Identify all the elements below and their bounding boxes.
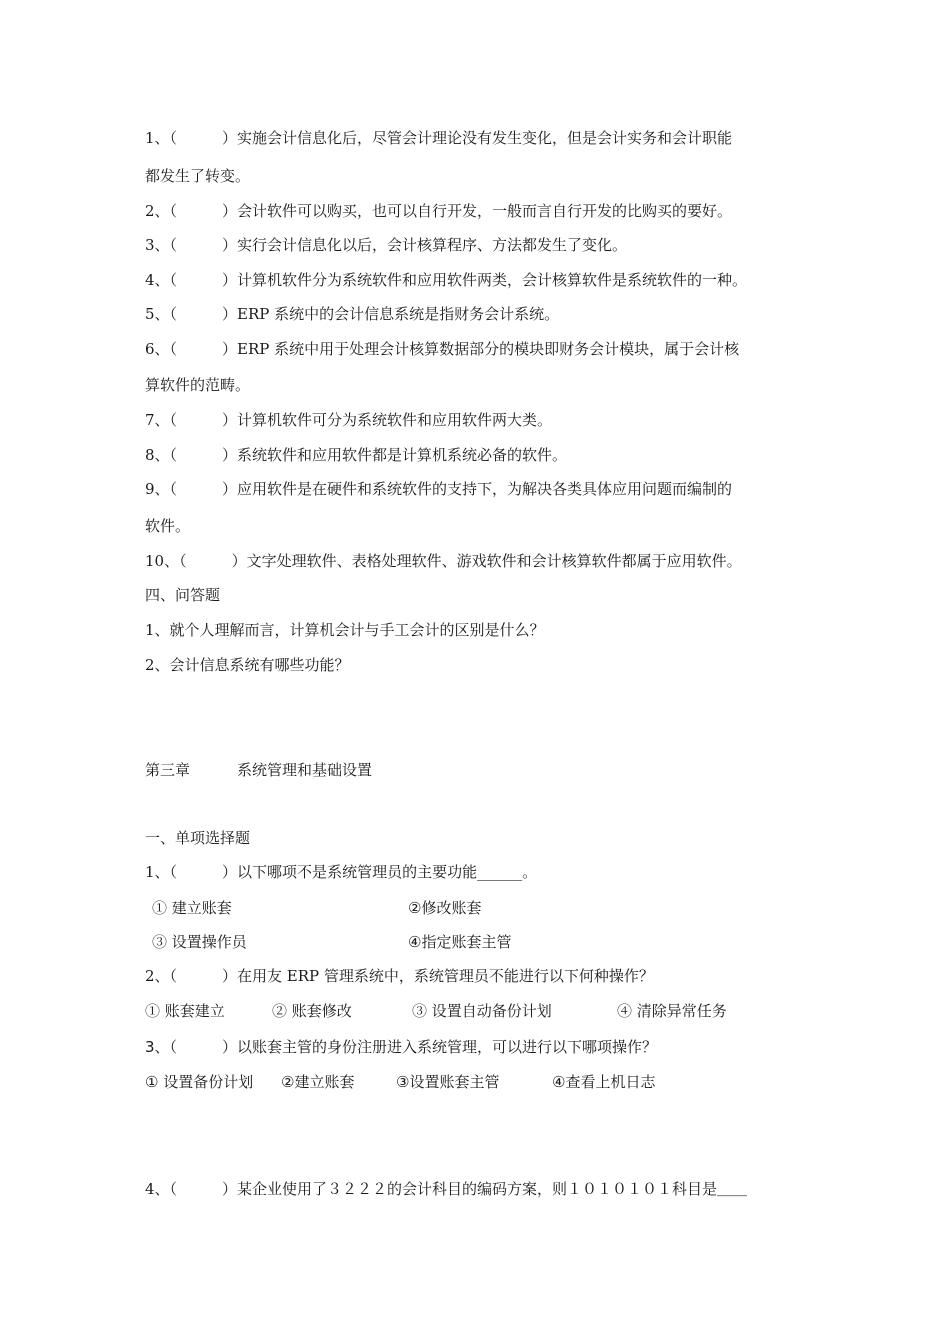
tf-question-9-cont: 软件。 xyxy=(145,517,191,535)
qa-question-2: 2、会计信息系统有哪些功能？ xyxy=(145,656,350,674)
tf-question-8: 8、（ ）系统软件和应用软件都是计算机系统必备的软件。 xyxy=(145,446,568,464)
sc-q2-option-2: ② 账套修改 xyxy=(272,1002,352,1020)
sc-question-1 xyxy=(145,862,537,882)
tf-question-6: 6、（ ）ERP 系统中用于处理会计核算数据部分的模块即财务会计模块，属于会计核 xyxy=(145,340,740,358)
tf-question-1-cont: 都发生了转变。 xyxy=(145,167,251,185)
sc-q3-option-2: ②建立账套 xyxy=(281,1073,355,1091)
sc-q3-option-4: ④查看上机日志 xyxy=(552,1073,656,1091)
chapter-title: 系统管理和基础设置 xyxy=(237,761,373,779)
sc-q1-prefix: 1、（ ） xyxy=(145,863,238,881)
tf-question-7: 7、（ ）计算机软件可分为系统软件和应用软件两大类。 xyxy=(145,411,553,429)
sc-q1-option-4: ④指定账套主管 xyxy=(408,933,512,951)
sc-question-2: 2、（ ）在用友 ERP 管理系统中，系统管理员不能进行以下何种操作？ xyxy=(145,967,654,985)
single-choice-heading: 一、单项选择题 xyxy=(145,829,251,847)
sc-q1-option-2: ②修改账套 xyxy=(408,899,482,917)
tf-question-2: 2、（ ）会计软件可以购买，也可以自行开发，一般而言自行开发的比购买的要好。 xyxy=(145,202,733,220)
sc-q3-option-1: ① 设置备份计划 xyxy=(145,1073,254,1091)
sc-q2-option-1: ① 账套建立 xyxy=(145,1002,225,1020)
tf-question-9: 9、（ ）应用软件是在硬件和系统软件的支持下，为解决各类具体应用问题而编制的 xyxy=(145,480,733,498)
tf-question-3: 3、（ ）实行会计信息化以后，会计核算程序、方法都发生了变化。 xyxy=(145,236,628,254)
sc-q1-rest: 系统管理员的主要功能______。 xyxy=(327,863,538,881)
sc-q1-bold-part: 以下哪项不是 xyxy=(237,863,328,881)
sc-q4-rest: 某企业使用了３２２２的会计科目的编码方案，则１０１０１０１科目是＿＿ xyxy=(237,1180,748,1198)
tf-question-1: 1、（ ）实施会计信息化后，尽管会计理论没有发生变化，但是会计实务和会计职能 xyxy=(145,129,733,147)
sc-q1-option-3: ③ 设置操作员 xyxy=(152,933,247,951)
sc-question-3: 3、（ ）以账套主管的身份注册进入系统管理，可以进行以下哪项操作？ xyxy=(145,1038,658,1056)
chapter-number: 第三章 xyxy=(145,761,191,779)
sc-question-4 xyxy=(145,1179,747,1199)
sc-q3-option-3: ③设置账套主管 xyxy=(396,1073,500,1091)
tf-question-10: 10、（ ）文字处理软件、表格处理软件、游戏软件和会计核算软件都属于应用软件。 xyxy=(145,552,742,570)
sc-q2-option-3: ③ 设置自动备份计划 xyxy=(412,1002,552,1020)
tf-question-5: 5、（ ）ERP 系统中的会计信息系统是指财务会计系统。 xyxy=(145,305,560,323)
qa-heading: 四、问答题 xyxy=(145,586,221,604)
qa-question-1: 1、就个人理解而言，计算机会计与手工会计的区别是什么？ xyxy=(145,621,545,639)
sc-q2-option-4: ④ 清除异常任务 xyxy=(617,1002,727,1020)
sc-q1-option-1: ① 建立账套 xyxy=(152,899,232,917)
tf-question-4: 4、（ ）计算机软件分为系统软件和应用软件两类，会计核算软件是系统软件的一种。 xyxy=(145,271,748,289)
tf-question-6-cont: 算软件的范畴。 xyxy=(145,376,251,394)
sc-q4-prefix: 4、（ ） xyxy=(145,1180,238,1198)
